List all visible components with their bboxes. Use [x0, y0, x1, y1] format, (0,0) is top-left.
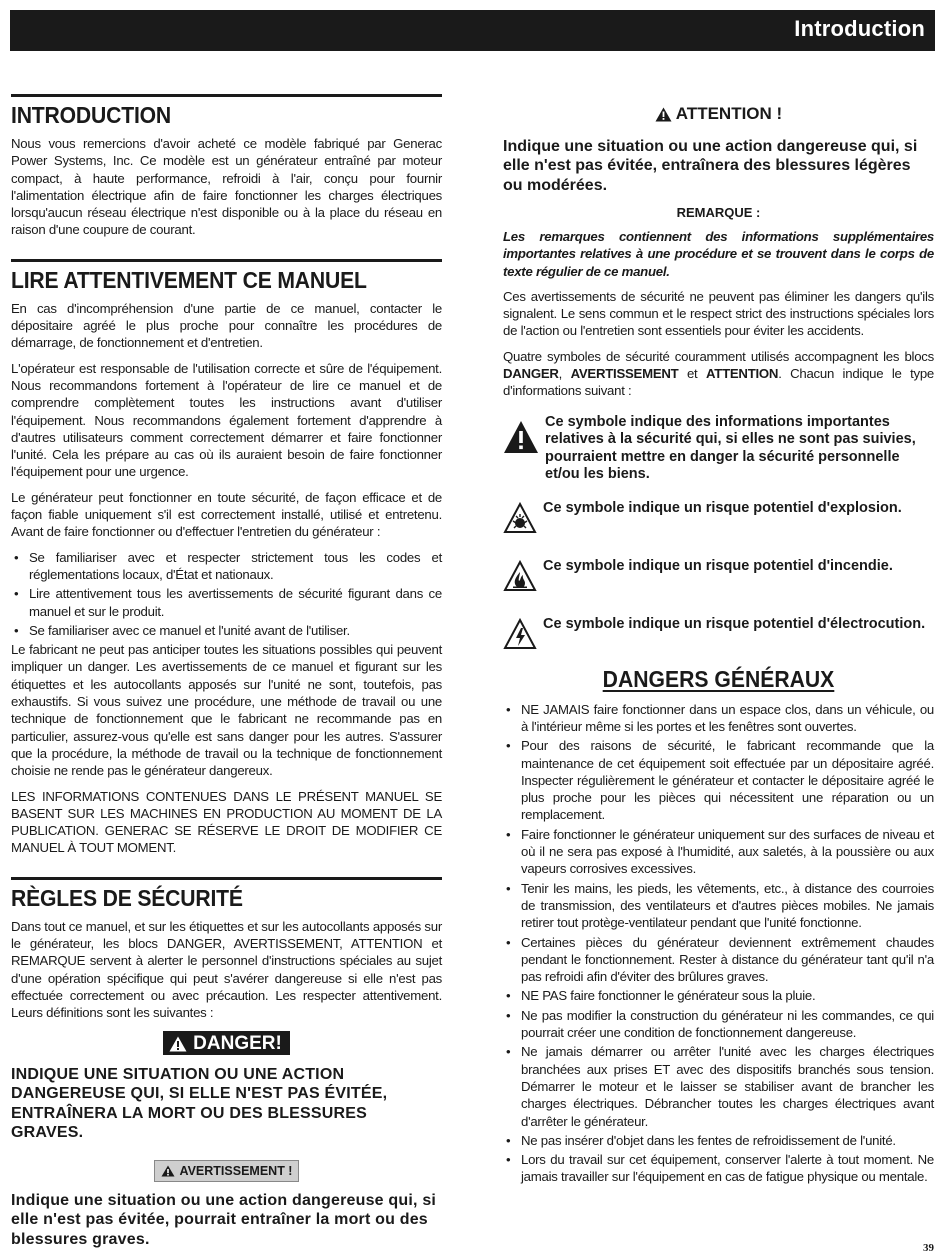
warning-triangle-icon [655, 107, 672, 122]
symbol-explosion-text: Ce symbole indique un risque potentiel d'explosion. [543, 499, 902, 516]
symbol-safety-text: Ce symbole indique des informations importantes relatives à la sécurité qui, si elles ne sont pas suivies, pourraient mettre en danger la sécurité personnelle et/ou les biens. [545, 413, 916, 483]
introduction-text: Nous vous remercions d'avoir acheté ce modèle fabriqué par Generac Power Systems, Inc. Ce modèle est un générateur entraîné par moteur compact, à haute performance, refroidi à l'air, conçu pour fournir l'alimentation électrique afin de faire fonctionner les charges électriques lorsqu'aucun réseau électrique n'est disponible ou à la place du réseau en raison d'une coupure de courant. [11, 136, 442, 238]
list-item: • Se familiariser avec ce manuel et l'unité avant de l'utiliser. [11, 622, 442, 639]
pre-operation-list [11, 549, 442, 639]
symbol-fire-row [503, 558, 934, 592]
safety-rules-heading: RÈGLES DE SÉCURITÉ [11, 884, 243, 911]
section-rule [11, 259, 442, 262]
section-rule [11, 94, 442, 97]
read-manual-paragraph: Le fabricant ne peut pas anticiper toutes les situations possibles qui peuvent impliquer un danger. Les avertissements de ce manuel et figurant sur les étiquettes et les autocollants apposés sur l'unité ne sont, toutefois, pas exhaustifs. Si vous suivez une procédure, une méthode de travail ou une technique de fonctionnement que le fabricant ne recommande pas en particulier, assurez-vous qu'elle est sans danger pour les autres. S'assurer que la procédure, la méthode de travail ou la technique de fonctionnement choisie ne rende pas le générateur dangereux. [11, 642, 442, 779]
list-item: • Ne pas insérer d'objet dans les fentes de refroidissement de l'unité. [503, 1132, 934, 1149]
caution-definition: Indique une situation ou une action dangereuse qui, si elle n'est pas évitée, entraînera des blessures légères ou modérées. [503, 137, 918, 194]
warnings-paragraph: Ces avertissements de sécurité ne peuvent pas éliminer les dangers qu'ils signalent. Le sens commun et le respect strict des instructions spéciales lors de l'action ou l'entretien sont essentiels pour éviter les accidents. [503, 288, 934, 339]
symbol-shock-row [503, 616, 934, 650]
explosion-icon [503, 502, 537, 534]
warning-triangle-icon [169, 1036, 187, 1052]
symbol-shock-text: Ce symbole indique un risque potentiel d'électrocution. [543, 615, 926, 632]
caution-heading [655, 104, 782, 124]
list-item: • Lors du travail sur cet équipement, conserver l'alerte à tout moment. Ne jamais travailler sur l'équipement en cas de fatigue physique ou mentale. [503, 1151, 934, 1186]
caution-label: ATTENTION ! [675, 104, 783, 123]
safety-rules-text: Dans tout ce manuel, et sur les étiquettes et sur les autocollants apposés sur le générateur, les blocs DANGER, AVERTISSEMENT, ATTENTION et REMARQUE servent à alerter le personnel d'instructions spéciales au sujet d'une opération spécifique qui peut s'avérer dangereuse si elle n'est pas effectuée correctement ou avec précaution. Les respecter attentivement. Leurs définitions sont les suivantes : [11, 918, 442, 1021]
general-dangers-heading: DANGERS GÉNÉRAUX [602, 665, 835, 692]
symbol-fire-text: Ce symbole indique un risque potentiel d'incendie. [543, 557, 893, 574]
list-item: • Ne pas modifier la construction du générateur ni les commandes, ce qui pourrait créer une condition de fonctionnement dangereuse. [503, 1007, 934, 1042]
introduction-heading: INTRODUCTION [11, 102, 172, 128]
electric-shock-icon [503, 618, 537, 650]
symbol-safety-row [503, 414, 934, 484]
symbols-intro-paragraph: Quatre symboles de sécurité couramment utilisés accompagnent les blocs DANGER, AVERTISSEMENT et ATTENTION. Chacun indique le type d'informations suivant : [503, 348, 935, 399]
right-column [503, 104, 934, 1188]
read-manual-paragraph: En cas d'incompréhension d'une partie de ce manuel, contacter le dépositaire agréé le plus proche pour connaître les procédures de démarrage, de fonctionnement et d'entretien. [11, 300, 442, 351]
list-item: • Faire fonctionner le générateur uniquement sur des surfaces de niveau et où il ne sera pas exposé à l'humidité, aux saletés, à la poussière ou aux vapeurs corrosives excessives. [503, 826, 934, 878]
read-manual-paragraph: Le générateur peut fonctionner en toute sécurité, de façon efficace et de façon fiable uniquement s'il est correctement installé, utilisé et entretenu. Avant de faire fonctionner ou d'effectuer l'entretien du générateur : [11, 489, 442, 540]
list-item: • Lire attentivement tous les avertissements de sécurité figurant dans ce manuel et sur le produit. [11, 585, 442, 620]
list-item: • Se familiariser avec et respecter strictement tous les codes et réglementations locaux, d'État et nationaux. [11, 549, 442, 584]
warning-badge [154, 1160, 300, 1182]
symbol-explosion-row [503, 500, 934, 534]
read-manual-heading: LIRE ATTENTIVEMENT CE MANUEL [11, 266, 367, 293]
general-dangers-list [503, 701, 934, 1186]
warning-definition: Indique une situation ou une action dangereuse qui, si elle n'est pas évitée, pourrait entraîner la mort ou des blessures graves. [11, 1191, 437, 1248]
list-item: • NE PAS faire fonctionner le générateur sous la pluie. [503, 987, 934, 1004]
danger-badge [163, 1031, 290, 1055]
disclaimer-paragraph: LES INFORMATIONS CONTENUES DANS LE PRÉSENT MANUEL SE BASENT SUR LES MACHINES EN PRODUCTION AU MOMENT DE LA PUBLICATION. GENERAC SE RÉSERVE LE DROIT DE MODIFIER CE MANUEL À TOUT MOMENT. [11, 788, 442, 856]
fire-icon [503, 560, 537, 592]
page-header-title: Introduction [794, 16, 925, 41]
list-item: • NE JAMAIS faire fonctionner dans un espace clos, dans un véhicule, ou à l'intérieur même si les portes et les fenêtres sont ouvertes. [503, 701, 934, 736]
note-heading: REMARQUE : [676, 205, 761, 220]
list-item: • Ne jamais démarrer ou arrêter l'unité avec les charges électriques branchées aux prises ET avec des dispositifs branchés sous tension. Démarrer le moteur et le laisser se stabiliser avant de brancher les charges électriques. Débrancher toutes les charges électriques avant d'arrêter le générateur. [503, 1043, 934, 1129]
section-rule [11, 877, 442, 880]
note-definition: Les remarques contiennent des informations supplémentaires importantes relatives à une procédure et se trouvent dans le corps de texte régulier de ce manuel. [503, 229, 934, 279]
read-manual-paragraph: L'opérateur est responsable de l'utilisation correcte et sûre de l'équipement. Nous recommandons fortement à l'opérateur de lire ce manuel et de comprendre complètement toutes les instructions avant d'utiliser l'équipement. Nous recommandons également fortement d'apprendre à d'autres utilisateurs comment correctement démarrer et faire fonctionner l'unité. Cela les prépare au cas où ils auraient besoin de faire fonctionner l'équipement pour une urgence. [11, 360, 442, 480]
header-bar [10, 10, 935, 51]
danger-definition: INDIQUE UNE SITUATION OU UNE ACTION DANGEREUSE QUI, SI ELLE N'EST PAS ÉVITÉE, ENTRAÎNERA LA MORT OU DES BLESSURES GRAVES. [11, 1065, 388, 1142]
warning-triangle-icon [161, 1165, 175, 1177]
page-number: 39 [923, 1242, 934, 1254]
danger-label: DANGER! [193, 1032, 282, 1054]
list-item: • Certaines pièces du générateur deviennent extrêmement chaudes pendant le fonctionnement. Rester à distance du générateur tant qu'il n'a pas refroidi afin d'éviter des brûlures graves. [503, 934, 934, 986]
list-item: • Pour des raisons de sécurité, le fabricant recommande que la maintenance de cet équipement soit effectuée par un dépositaire agréé. Inspecter régulièrement le générateur et contacter le dépositaire agréé le plus proche pour les pièces qui nécessitent une réparation ou un remplacement. [503, 737, 934, 823]
list-item: • Tenir les mains, les pieds, les vêtements, etc., à distance des courroies de transmission, des ventilateurs et d'autres pièces mobiles. Ne jamais retirer tout protège-ventilateur pendant que l'unité fonctionne. [503, 880, 934, 932]
left-column [11, 94, 442, 1249]
safety-alert-icon [503, 420, 539, 454]
warning-label: AVERTISSEMENT ! [179, 1163, 293, 1178]
